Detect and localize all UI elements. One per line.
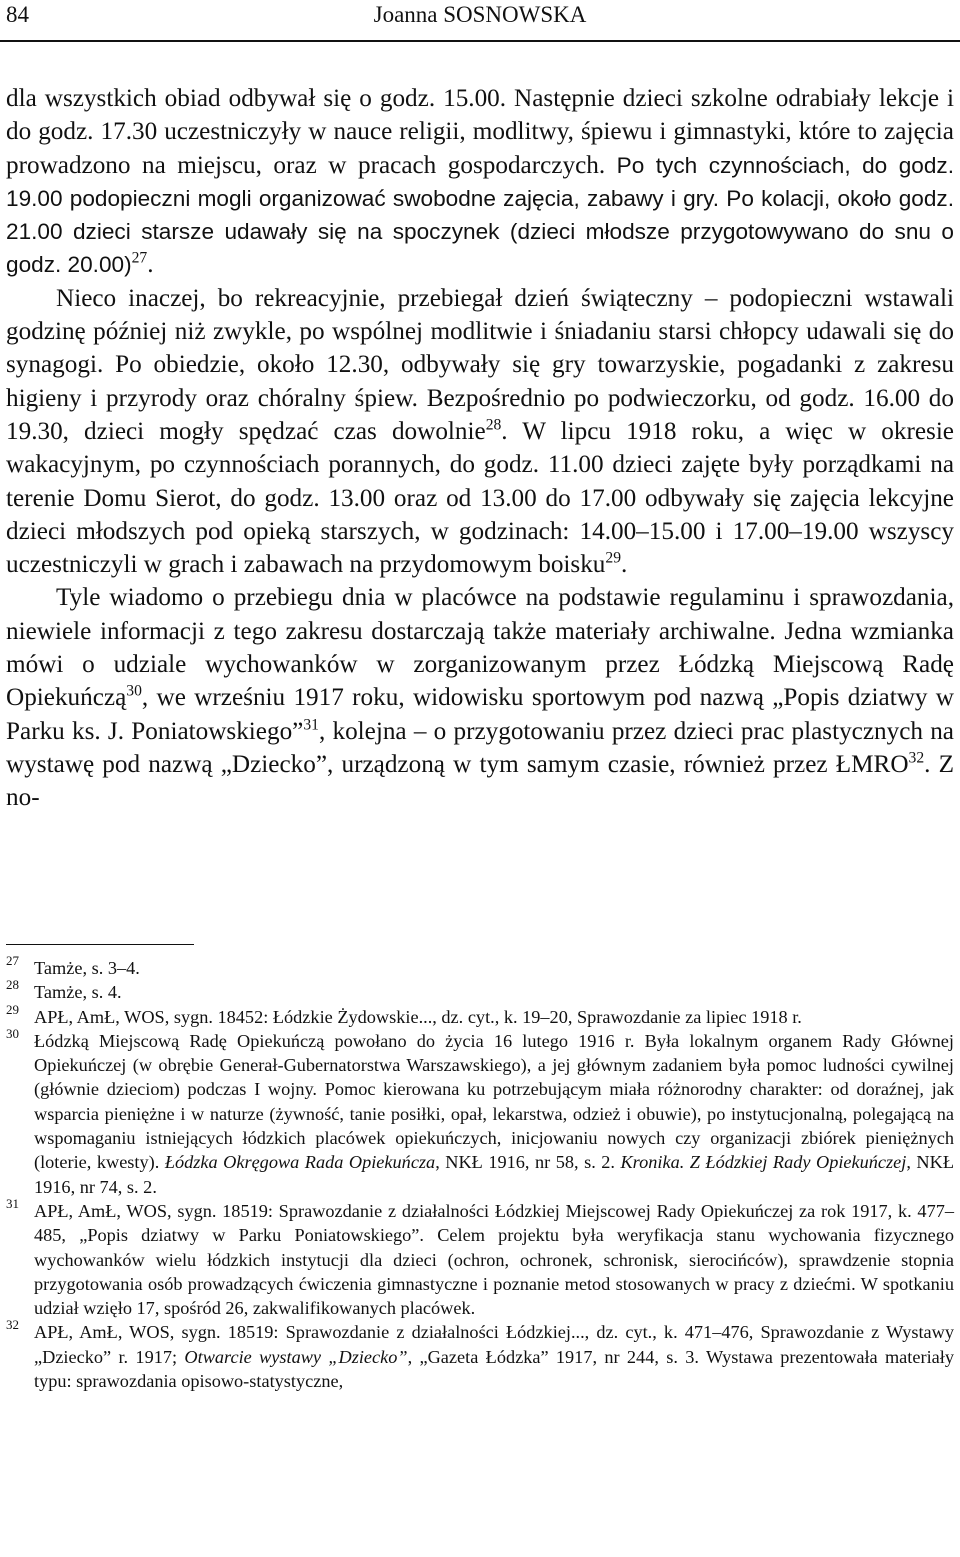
paragraph-3-text-b: , we wrześniu 1917 roku, widowisku sportowym pod nazwą „Popis dziatwy w Parku ks. J. Poniatowskiego” bbox=[6, 684, 954, 745]
footnote-28 bbox=[6, 977, 954, 1004]
paragraph-3 bbox=[6, 581, 954, 814]
page-number: 84 bbox=[6, 2, 29, 27]
footnote-text: APŁ, AmŁ, WOS, sygn. 18519: Sprawozdanie z działalności Łódzkiej Miejscowej Rady Opiekuńczej za rok 1917, k. 477–485, „Popis dziatwy w Parku Poniatowskiego”. Celem projektu była weryfikacja stanu wychowania fizycznego wychowanków wielu łódzkich instytucji dla dzieci (ochron, ochronek, schronisk, sierocińców), sprawdzenie stopnia przygotowania osób prowadzących ćwiczenia gimnastyczne i poznanie metod stosowanych w pracy z dziećmi. W spotkaniu udział wzięło 17, spośród 26, zakwalifikowanych placówek. bbox=[34, 1200, 954, 1319]
footnote-text: Tamże, s. 3–4. bbox=[34, 958, 140, 978]
footnote-number: 29 bbox=[6, 1001, 19, 1017]
paragraph-1 bbox=[6, 82, 954, 282]
main-text bbox=[6, 82, 954, 815]
footnote-ref-30[interactable]: 30 bbox=[126, 682, 142, 700]
header-rule bbox=[0, 40, 960, 42]
footnote-30-title2-italic: Kronika. Z Łódzkiej Rady Opiekuńczej bbox=[620, 1152, 907, 1173]
footnote-separator bbox=[6, 944, 194, 945]
paragraph-1-text-b: Po tych czynnościach, do godz. 19.00 podopieczni mogli organizować swobodne zajęcia, zabawy i gry. Po kolacji, około godz. 21.00 dzieci starsze udawały się na spoczynek (dzieci młodsze przygotowywano do snu o godz. 20.00) bbox=[6, 152, 954, 278]
paragraph-2-end: . bbox=[621, 551, 628, 579]
footnote-ref-27[interactable]: 27 bbox=[131, 250, 148, 268]
footnote-text: APŁ, AmŁ, WOS, sygn. 18452: Łódzkie Żydowskie..., dz. cyt., k. 19–20, Sprawozdanie za lipiec 1918 r. bbox=[34, 1006, 802, 1027]
footnote-number: 27 bbox=[6, 953, 19, 968]
paragraph-1-end: . bbox=[147, 251, 154, 279]
footnote-32-text-a: APŁ, AmŁ, WOS, sygn. 18519: Sprawozdanie z działalności Łódzkiej..., dz. cyt., k. 471–476, Sprawozdanie z Wystawy „Dziecko” r. 1917; bbox=[34, 1322, 954, 1367]
footnote-32-text-c: , „Gazeta Łódzka” 1917, nr 244, s. 3. Wystawa prezentowała materiały typu: sprawozdania opisowo-statystyczne, bbox=[34, 1346, 954, 1392]
footnote-text bbox=[34, 1029, 954, 1199]
footnote-30 bbox=[6, 1025, 954, 1199]
paragraph-3-text-a: Tyle wiadomo o przebiegu dnia w placówce na podstawie regulaminu i sprawozdania, niewiele informacji z tego zakresu dostarczają także materiały archiwalne. Jedna wzmianka mówi o udziale wychowanków w zorganizowanym przez Łódzką Miejscową Radę Opiekuńczą bbox=[6, 584, 954, 712]
footnote-30-text-c: , NKŁ 1916, nr 58, s. 2. bbox=[435, 1152, 621, 1173]
page-header bbox=[0, 0, 960, 42]
footnote-30-title-italic: Łódzka Okręgowa Rada Opiekuńcza bbox=[164, 1152, 436, 1173]
paragraph-3-end: . Z no- bbox=[6, 750, 954, 812]
footnote-32-title-italic: Otwarcie wystawy „Dziecko” bbox=[184, 1346, 408, 1367]
footnotes bbox=[6, 953, 954, 1393]
footnote-number: 30 bbox=[6, 1025, 19, 1041]
footnote-number: 32 bbox=[6, 1317, 19, 1333]
footnote-number: 31 bbox=[6, 1195, 19, 1211]
footnote-ref-31[interactable]: 31 bbox=[303, 716, 319, 734]
footnote-27 bbox=[6, 953, 954, 980]
footnote-31 bbox=[6, 1195, 954, 1320]
running-head-author: Joanna SOSNOWSKA bbox=[373, 2, 587, 27]
footnote-32 bbox=[6, 1317, 954, 1393]
footnote-ref-29[interactable]: 29 bbox=[605, 549, 622, 567]
footnote-text bbox=[34, 1320, 954, 1393]
footnote-ref-28[interactable]: 28 bbox=[485, 416, 502, 434]
footnote-29 bbox=[6, 1001, 954, 1029]
paragraph-1-text-a: dla wszystkich obiad odbywał się o godz. 15.00. Następnie dzieci szkolne odrabiały lekcje i do godz. 17.30 uczestniczyły w nauce religii, modlitwy, śpiewu i gimnastyki, które to zajęcia prowadzono na miejscu, oraz w pracach gospodarczych. bbox=[6, 85, 954, 179]
footnote-30-text-a: Łódzką Miejscową Radę Opiekuńczą powołano do życia 16 lutego 1916 r. Była lokalnym organem Rady Głównej Opiekuńczej (w obrębie Generał-Gubernatorstwa Warszawskiego), a jej głównym zadaniem była pomoc ludności cywilnej (głównie dzieciom) podczas I wojny. Pomoc kierowana ku potrzebującym miała różnorodny charakter: od doraźnej, jak wsparcia pieniężne i w naturze (żywność, tanie posiłki, opał, lekarstwa, odzież i obuwie), po instytucjonalną, polegającą na wspomaganiu istniejących łódzkich placówek opiekuńczych, inicjowaniu nowych czy organizacji zbiórek pieniężnych (loterie, kwesty). bbox=[34, 1030, 954, 1173]
footnote-text: Tamże, s. 4. bbox=[34, 982, 122, 1003]
paragraph-2-text-a: Nieco inaczej, bo rekreacyjnie, przebiegał dzień świąteczny – podopieczni wstawali godzinę później niż zwykle, po wspólnej modlitwie i śniadaniu starsi chłopcy udawali się do synagogi. Po obiedzie, około 12.30, odbywały się gry towarzyskie, pogadanki z zakresu higieny i przyrody oraz chóralny śpiew. Bezpośrednio po podwieczorku, od godz. 16.00 do 19.30, dzieci mogły spędzać czas dowolnie bbox=[6, 284, 954, 445]
footnote-number: 28 bbox=[6, 977, 19, 993]
paragraph-3-text-c: , kolejna – o przygotowaniu przez dzieci prac plastycznych na wystawę pod nazwą „Dziecko”, urządzoną w tym samym czasie, również przez ŁMRO bbox=[6, 717, 954, 778]
paragraph-2-text-b: . W lipcu 1918 roku, a więc w okresie wakacyjnym, po czynnościach porannych, do godz. 11.00 dzieci zajęte były porządkami na terenie Domu Sierot, do godz. 13.00 oraz od 13.00 do 17.00 odbywały się zajęcia lekcyjne dzieci młodszych pod opieką starszych, w godzinach: 14.00–15.00 i 17.00–19.00 wszyscy uczestniczyli w grach i zabawach na przydomowym boisku bbox=[6, 417, 954, 579]
footnote-ref-32[interactable]: 32 bbox=[908, 749, 925, 767]
footnote-30-text-e: , NKŁ 1916, nr 74, s. 2. bbox=[34, 1152, 954, 1197]
paragraph-2 bbox=[6, 282, 954, 582]
